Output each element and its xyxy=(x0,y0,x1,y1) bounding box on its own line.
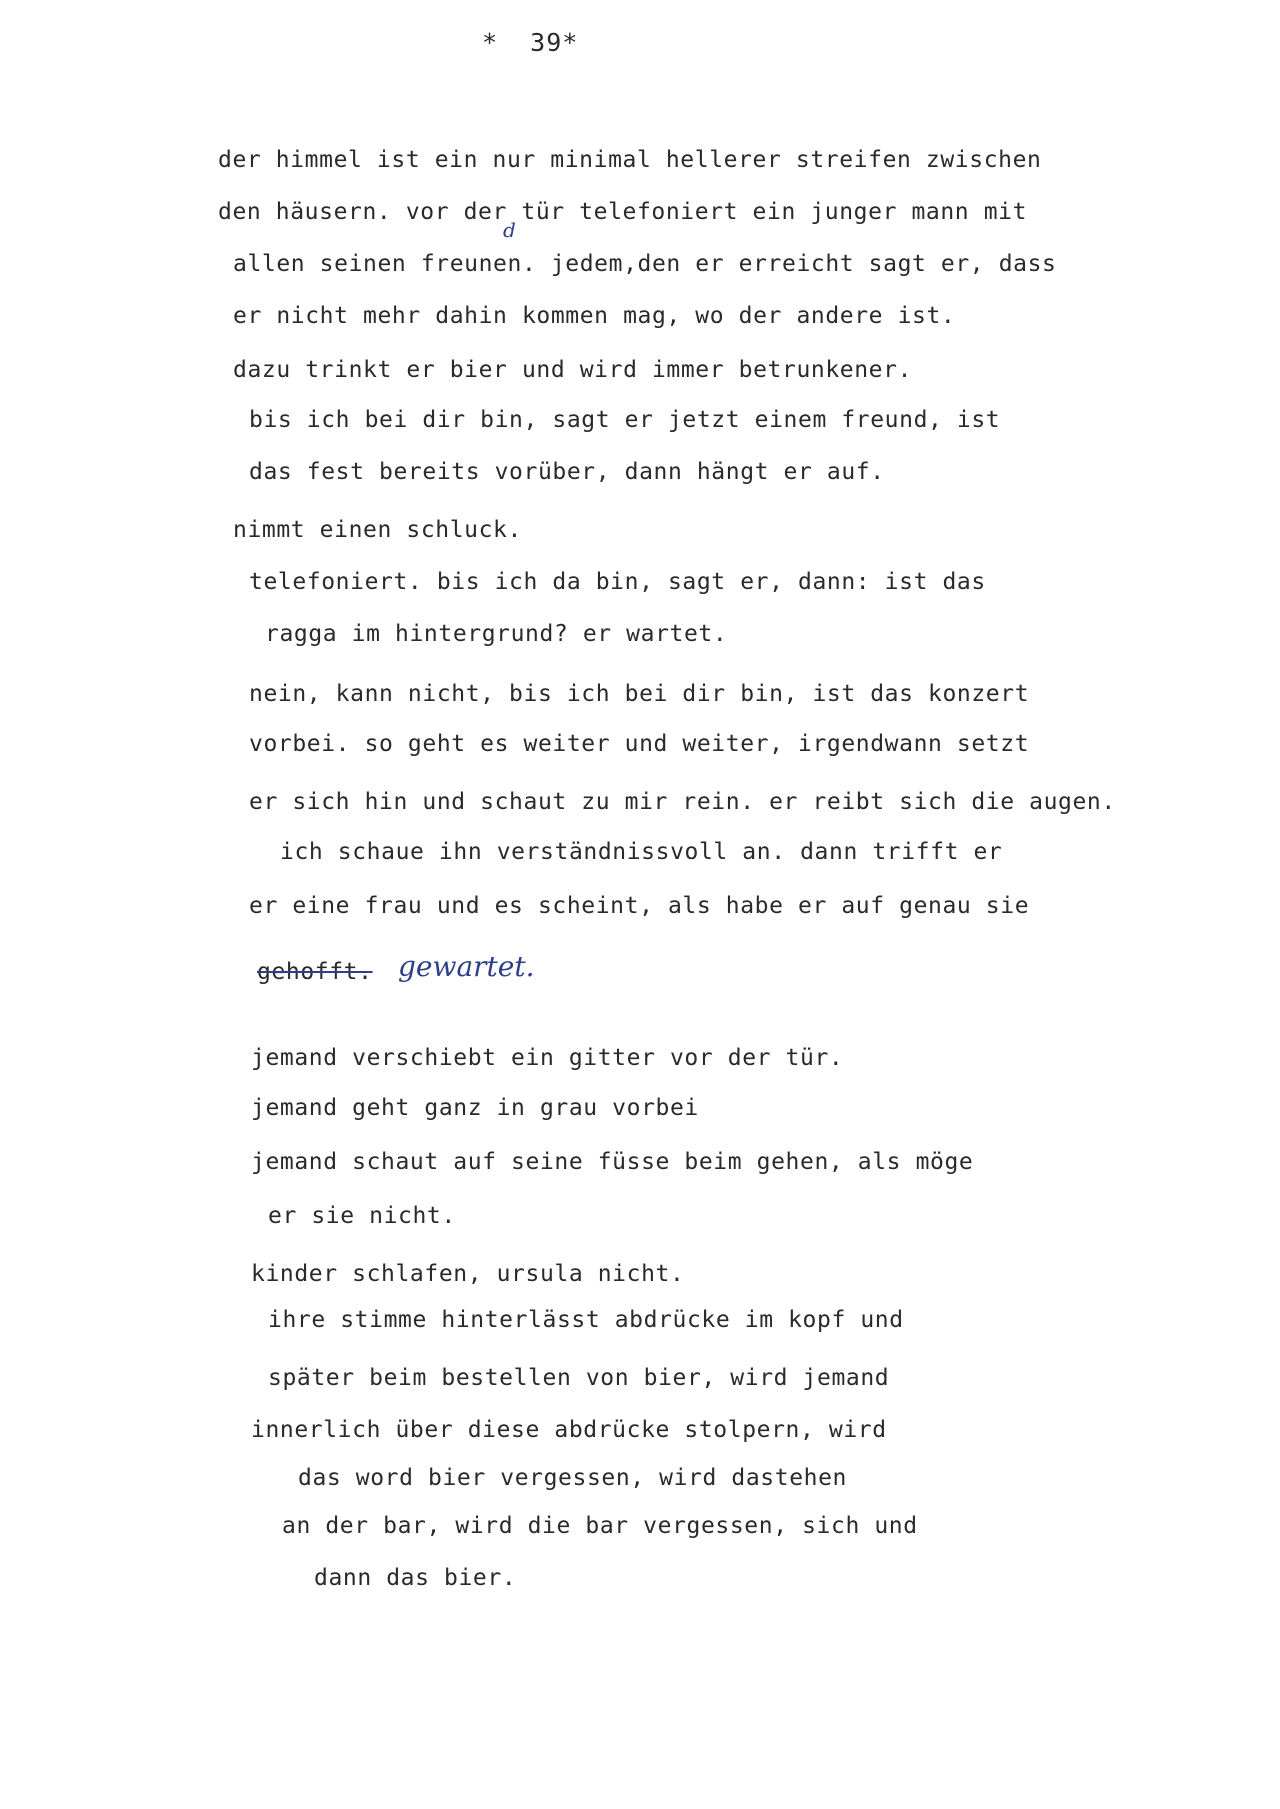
text-line: nimmt einen schluck. xyxy=(233,517,522,543)
text-line: jemand schaut auf seine füsse beim gehen, als möge xyxy=(251,1149,974,1175)
text-line: das fest bereits vorüber, dann hängt er auf. xyxy=(249,459,885,485)
handwritten-correction: gewartet. xyxy=(398,950,535,983)
handwritten-insertion: d xyxy=(503,218,516,242)
text-line: nein, kann nicht, bis ich bei dir bin, ist das konzert xyxy=(249,681,1030,707)
text-line: kinder schlafen, ursula nicht. xyxy=(251,1261,685,1287)
text-line: ich schaue ihn verständnissvoll an. dann trifft er xyxy=(280,839,1003,865)
text-line: der himmel ist ein nur minimal hellerer streifen zwischen xyxy=(218,147,1042,173)
text-line: ragga im hintergrund? er wartet. xyxy=(265,621,728,647)
text-line: ihre stimme hinterlässt abdrücke im kopf und xyxy=(268,1307,904,1333)
text-line: er sich hin und schaut zu mir rein. er reibt sich die augen. xyxy=(249,789,1116,815)
text-line: das word bier vergessen, wird dastehen xyxy=(298,1465,847,1491)
text-line: jemand geht ganz in grau vorbei xyxy=(251,1095,699,1121)
text-line: dann das bier. xyxy=(314,1565,517,1591)
text-line: dazu trinkt er bier und wird immer betrunkener. xyxy=(233,357,913,383)
text-line: innerlich über diese abdrücke stolpern, wird xyxy=(251,1417,887,1443)
text-line: telefoniert. bis ich da bin, sagt er, dann: ist das xyxy=(249,569,986,595)
struck-through-text: gehofft. xyxy=(257,959,373,985)
text-line: später beim bestellen von bier, wird jemand xyxy=(268,1365,890,1391)
text-line: allen seinen freunen. jedem,den er erreicht sagt er, dass xyxy=(233,251,1057,277)
text-line: bis ich bei dir bin, sagt er jetzt einem freund, ist xyxy=(249,407,1001,433)
page-number: * 39* xyxy=(482,28,579,57)
text-line: er eine frau und es scheint, als habe er auf genau sie xyxy=(249,893,1030,919)
text-line: vorbei. so geht es weiter und weiter, irgendwann setzt xyxy=(249,731,1030,757)
text-line: an der bar, wird die bar vergessen, sich und xyxy=(282,1513,918,1539)
text-line: den häusern. vor der tür telefoniert ein junger mann mit xyxy=(218,199,1028,225)
text-line: er sie nicht. xyxy=(268,1203,456,1229)
text-line: er nicht mehr dahin kommen mag, wo der andere ist. xyxy=(233,303,956,329)
text-line: jemand verschiebt ein gitter vor der tür. xyxy=(251,1045,844,1071)
